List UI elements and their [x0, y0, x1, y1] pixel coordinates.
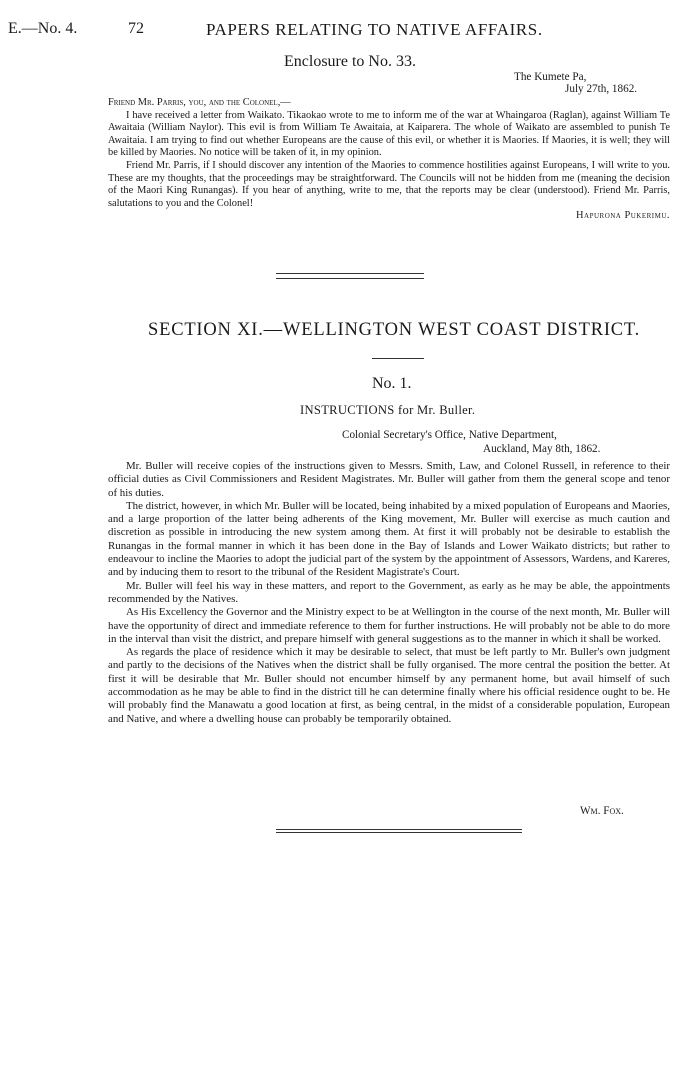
body-paragraph: As regards the place of residence which it may be desirable to select, that must be left partly to Mr. Buller's own judgment and partly to the decisions of the Natives when the district shall be fully organised. The more central the position the better. At first it will be desirable that Mr. Buller should not encumber himself by any permanent home, but avail himself of such accommodation as he may be able to find in the district till he can determine finally where his official residence ought to be. He will probably find the Manawatu a good location at first, as being central, in the midst of a considerable population, European and Native, and where a dwelling house can probably be temporarily obtained.: [108, 646, 670, 725]
document-reference: E.—No. 4.: [8, 20, 78, 37]
enclosure-letter: [108, 97, 670, 223]
page-header: [8, 20, 690, 44]
letter-place: The Kumete Pa,: [514, 71, 587, 83]
letter-salutation: Friend Mr. Parris, you, and the Colonel,—: [108, 97, 291, 108]
section-title: SECTION XI.—WELLINGTON WEST COAST DISTRICT.: [148, 320, 641, 340]
short-divider: [372, 358, 424, 359]
instructions-date: Auckland, May 8th, 1862.: [483, 443, 601, 455]
body-paragraph: The district, however, in which Mr. Buller will be located, being inhabited by a mixed population of Europeans and Maories, and a large proportion of the latter being adherents of the King movement, Mr. Buller will exercise as much caution and discretion as possible in introducing the new system among them. At first it will probably not be desirable to establish the Runangas in the formal manner in which it has been done in the Bay of Islands and Lower Waikato districts; but rather to endeavour to incline the Maories to adopt the judicial part of the system by the appointment of Assessors, Wardens, and Kareres, and by inducing them to resort to the tribunal of the Resident Magistrate's Court.: [108, 499, 670, 579]
letter-signature: Hapurona Pukerimu.: [576, 210, 670, 222]
instructions-signature: Wm. Fox.: [580, 805, 624, 817]
enclosure-title: Enclosure to No. 33.: [284, 53, 416, 70]
body-paragraph: As His Excellency the Governor and the Ministry expect to be at Wellington in the course of the next month, Mr. Buller will have the opportunity of direct and immediate reference to them for further instructions. He will probably not be able to do more in the interval than visit the district, and prepare himself with general suggestions as to the manner in which it shall be worked.: [108, 606, 670, 645]
page-number: 72: [128, 20, 144, 37]
letter-paragraph: Friend Mr. Parris, if I should discover any intention of the Maories to commence hostilities against Europeans, I will write to you. These are my thoughts, that the proceedings may be straightforward. The Councils will not be hidden from me (meaning the decision of the Maori King Runangas). If you hear of anything, write to me, that the reports may be clear (understood). Friend Mr. Parris, salutations to you and the Colonel!: [108, 159, 670, 209]
running-title: PAPERS RELATING TO NATIVE AFFAIRS.: [206, 20, 543, 39]
divider-rule: [276, 278, 424, 279]
document-number: No. 1.: [372, 375, 412, 392]
instructions-title: [300, 403, 475, 418]
office-line: Colonial Secretary's Office, Native Department,: [342, 429, 557, 441]
divider-rule: [276, 273, 424, 274]
body-paragraph: Mr. Buller will feel his way in these matters, and report to the Government, as early as he may be able, the appointments recommended by the Natives.: [108, 579, 670, 605]
instructions-body: [108, 460, 670, 726]
end-rule: [276, 829, 522, 830]
letter-date: July 27th, 1862.: [565, 83, 638, 95]
letter-paragraph: I have received a letter from Waikato. Tikaokao wrote to me to inform me of the war at Whaingaroa (Raglan), against William Te Awaitaia (William Naylor). This evil is from William Te Awaitaia, at Kaiparera. The whole of Waikato are assembled to punish Te Awaitaia. I am trying to find out whether Europeans are the cause of this evil, or whether it is Maories. If Maories, it is well; they will be killed by Maories. No notice will be taken of it, in my opinion.: [108, 109, 670, 159]
body-paragraph: Mr. Buller will receive copies of the instructions given to Messrs. Smith, Law, and Colonel Russell, in reference to their official duties as Civil Commissioners and Resident Magistrates. Mr. Buller will gather from them the general scope and tenor of his duties.: [108, 460, 670, 499]
instructions-title-text: INSTRUCTIONS for Mr. Buller.: [300, 403, 476, 417]
end-rule: [276, 832, 522, 833]
